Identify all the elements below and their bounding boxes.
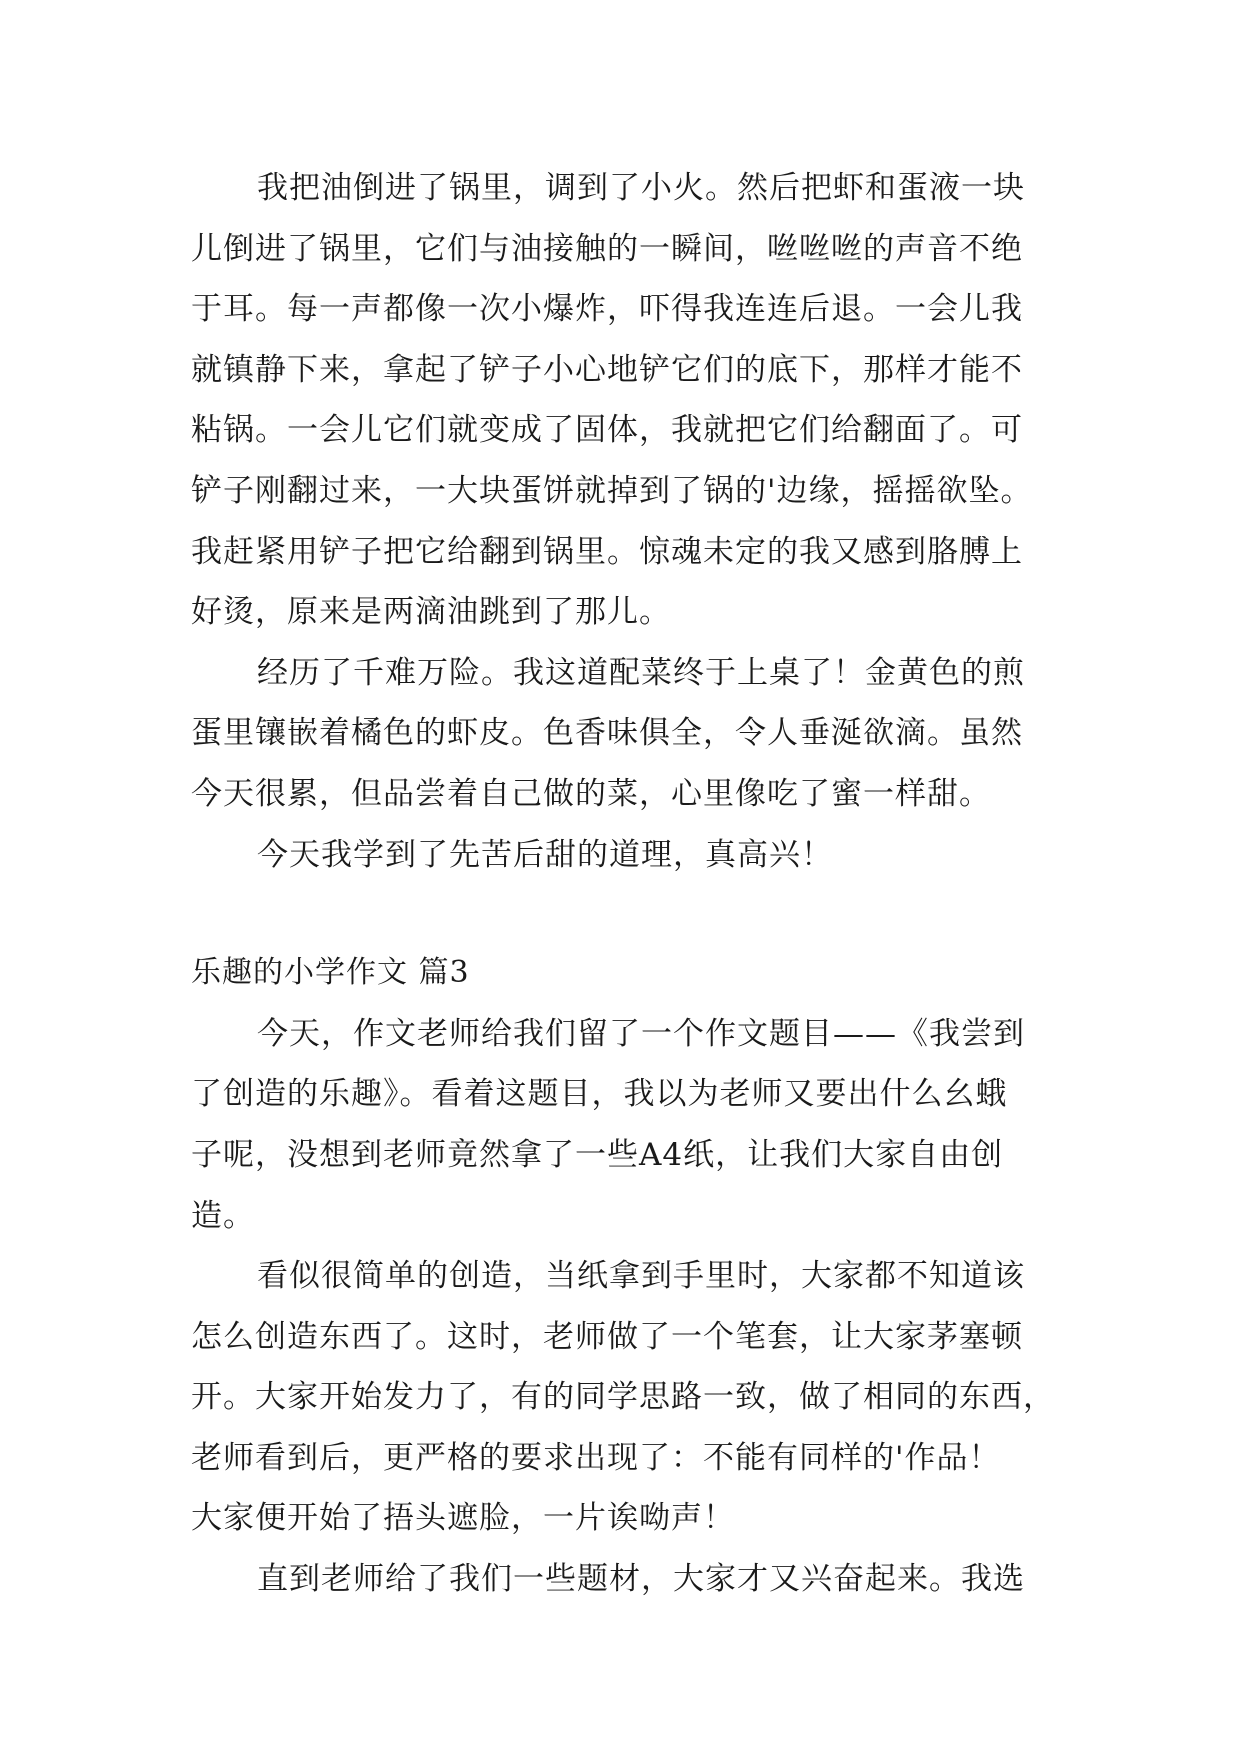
paragraph-line: 蛋里镶嵌着橘色的虾皮。色香味俱全，令人垂涎欲滴。虽然 [191,715,1023,752]
section-gap [191,885,1051,943]
paragraph-line: 粘锅。一会儿它们就变成了固体，我就把它们给翻面了。可 [191,412,1023,449]
paragraph-line: 我把油倒进了锅里，调到了小火。然后把虾和蛋液一块 [257,170,1025,206]
paragraph-line: 今天我学到了先苦后甜的道理，真高兴！ [257,836,833,873]
paragraph-line: 大家便开始了捂头遮脸，一片诶呦声！ [191,1500,735,1537]
paragraph-line: 经历了千难万险。我这道配菜终于上桌了！金黄色的煎 [257,654,1025,691]
paragraph-line: 我赶紧用铲子把它给翻到锅里。惊魂未定的我又感到胳膊上 [191,533,1023,570]
paragraph-line: 今天很累，但品尝着自己做的菜，心里像吃了蜜一样甜。 [191,775,991,812]
paragraph-line: 今天，作文老师给我们留了一个作文题目——《我尝到 [257,1015,1025,1052]
paragraph-line: 了创造的乐趣》。看着这题目，我以为老师又要出什么幺蛾 [191,1076,1008,1113]
paragraph-line: 儿倒进了锅里，它们与油接触的一瞬间，咝咝咝的声音不绝 [191,230,1023,267]
paragraph-line: 就镇静下来，拿起了铲子小心地铲它们的底下，那样才能不 [191,351,1023,388]
section-heading: 乐趣的小学作文 篇3 [191,955,470,991]
document-body [191,158,1055,1610]
paragraph-line: 于耳。每一声都像一次小爆炸，吓得我连连后退。一会儿我 [191,291,1023,328]
paragraph-line: 怎么创造东西了。这时，老师做了一个笔套，让大家茅塞顿 [191,1318,1023,1355]
paragraph-line: 铲子刚翻过来，一大块蛋饼就掉到了锅的'边缘，摇摇欲坠。 [191,472,1033,509]
paragraph-line: 造。 [191,1197,255,1234]
paragraph-line: 开。大家开始发力了，有的同学思路一致，做了相同的东西， [191,1379,1055,1416]
paragraph-line: 老师看到后，更严格的要求出现了：不能有同样的'作品！ [191,1439,1001,1476]
paragraph-line: 好烫，原来是两滴油跳到了那儿。 [191,594,671,631]
paragraph-line: 看似很简单的创造，当纸拿到手里时，大家都不知道该 [257,1258,1025,1295]
paragraph-line: 直到老师给了我们一些题材，大家才又兴奋起来。我选 [257,1561,1025,1598]
paragraph-line: 子呢，没想到老师竟然拿了一些A4纸，让我们大家自由创 [191,1136,1004,1173]
